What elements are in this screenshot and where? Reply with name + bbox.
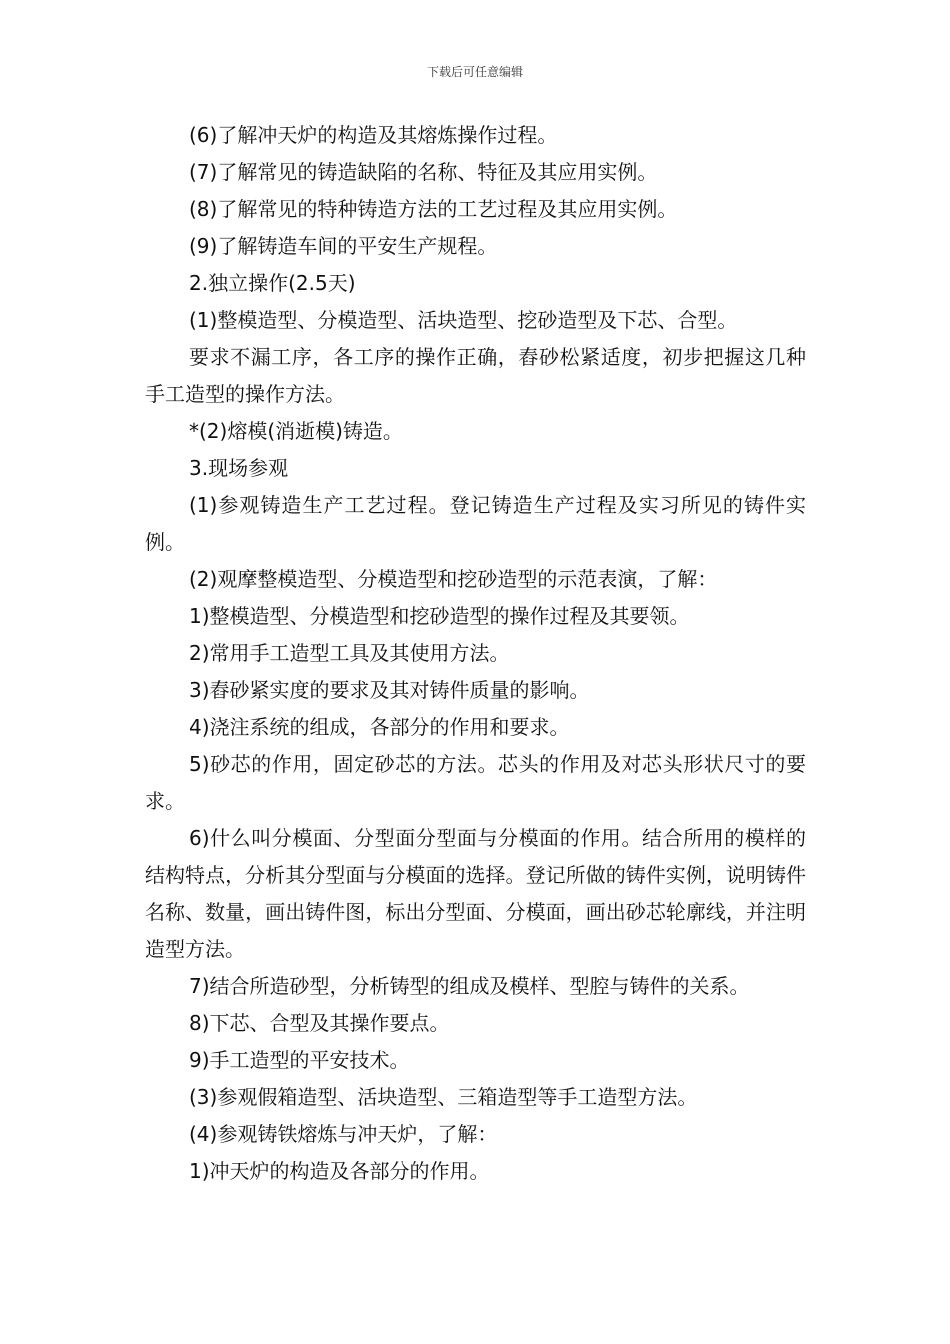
paragraph: (1)整模造型、分模造型、活块造型、挖砂造型及下芯、合型。 — [189, 308, 738, 332]
paragraph: (6)了解冲天炉的构造及其熔炼操作过程。 — [189, 123, 558, 147]
section-heading: 3.现场参观 — [189, 456, 289, 480]
paragraph: (9)了解铸造车间的平安生产规程。 — [189, 234, 498, 258]
paragraph: (4)参观铸铁熔炼与冲天炉，了解： — [189, 1122, 498, 1146]
paragraph: *(2)熔模(消逝模)铸造。 — [189, 419, 403, 443]
paragraph: (7)了解常见的铸造缺陷的名称、特征及其应用实例。 — [189, 160, 658, 184]
paragraph: (2)观摩整模造型、分模造型和挖砂造型的示范表演，了解： — [189, 567, 718, 591]
paragraph: 1)整模造型、分模造型和挖砂造型的操作过程及其要领。 — [189, 604, 690, 628]
paragraph: 要求不漏工序，各工序的操作正确，舂砂松紧适度，初步把握这几种手工造型的操作方法。 — [145, 345, 806, 406]
paragraph: (1)参观铸造生产工艺过程。登记铸造生产过程及实习所见的铸件实例。 — [145, 493, 806, 554]
paragraph: (3)参观假箱造型、活块造型、三箱造型等手工造型方法。 — [189, 1085, 698, 1109]
paragraph: 2)常用手工造型工具及其使用方法。 — [189, 641, 510, 665]
paragraph: 6)什么叫分模面、分型面分型面与分模面的作用。结合所用的模样的结构特点，分析其分型面与分模面的选择。登记所做的铸件实例，说明铸件名称、数量，画出铸件图，标出分型面、分模面，画出砂芯轮廓线，并注明造型方法。 — [145, 826, 806, 961]
section-heading: 2.独立操作(2.5天) — [189, 271, 356, 295]
paragraph: 4)浇注系统的组成，各部分的作用和要求。 — [189, 715, 570, 739]
page-header: 下载后可任意编辑 — [426, 65, 523, 79]
paragraph: 8)下芯、合型及其操作要点。 — [189, 1011, 450, 1035]
paragraph: 5)砂芯的作用，固定砂芯的方法。芯头的作用及对芯头形状尺寸的要求。 — [145, 752, 806, 813]
paragraph: 1)冲天炉的构造及各部分的作用。 — [189, 1159, 490, 1183]
paragraph: 3)舂砂紧实度的要求及其对铸件质量的影响。 — [189, 678, 590, 702]
paragraph: 9)手工造型的平安技术。 — [189, 1048, 410, 1072]
document-body — [145, 117, 806, 1190]
paragraph: (8)了解常见的特种铸造方法的工艺过程及其应用实例。 — [189, 197, 678, 221]
paragraph: 7)结合所造砂型，分析铸型的组成及模样、型腔与铸件的关系。 — [189, 974, 750, 998]
